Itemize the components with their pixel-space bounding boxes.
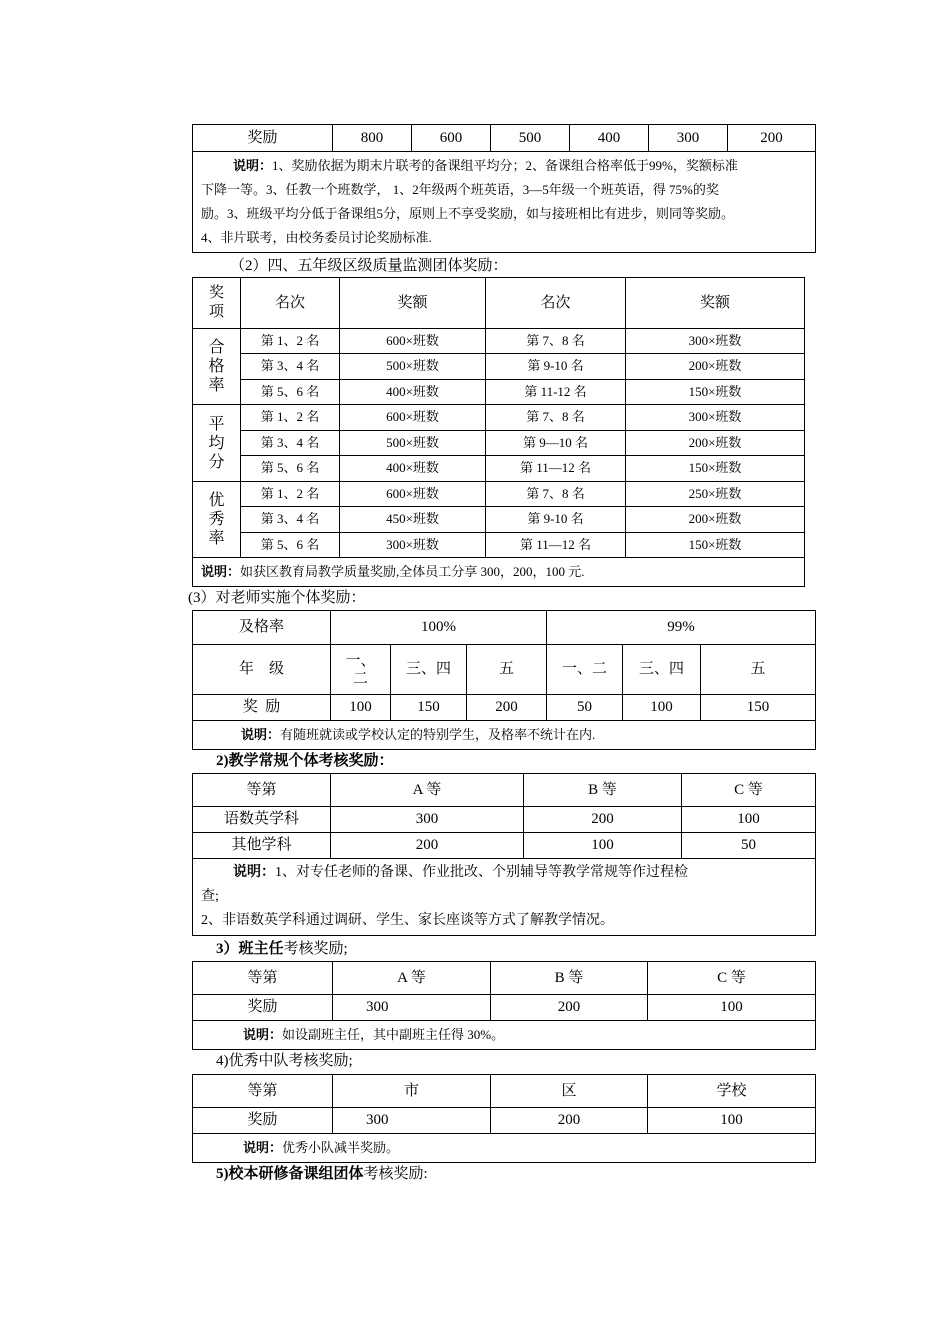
head-cell: A 等 <box>331 774 524 807</box>
teaching-routine-table <box>192 773 816 936</box>
table1-value: 600 <box>412 125 491 152</box>
section3-note <box>193 721 816 750</box>
award-cell: 100 <box>331 695 391 721</box>
note-text: 优秀小队减半奖励。 <box>282 1140 400 1155</box>
cell: 100 <box>648 1108 816 1134</box>
class-teacher-table <box>192 961 816 1050</box>
header-award-item: 奖项 <box>193 278 241 329</box>
cell: 50 <box>682 833 816 859</box>
table1-note <box>193 152 816 253</box>
header-rank: 名次 <box>486 278 626 329</box>
cell: 600×班数 <box>340 329 486 354</box>
cell: 200 <box>524 807 682 833</box>
pass-rate-label: 及格率 <box>193 611 331 645</box>
note-text: 如获区教育局教学质量奖励,全体员工分享 300，200，100 元. <box>240 564 585 579</box>
cell: 第 1、2 名 <box>241 405 340 431</box>
grade-label: 年 级 <box>193 645 331 695</box>
note-text: 如设副班主任，其中副班主任得 30%。 <box>282 1027 505 1042</box>
note-text: 4、非片联考，由校务委员讨论奖励标准. <box>201 230 432 245</box>
section4-caption: 2)教学常规个体考核奖励： <box>216 753 394 769</box>
head-cell: C 等 <box>648 962 816 995</box>
award-cell: 150 <box>391 695 467 721</box>
cell: 第 5、6 名 <box>241 456 340 482</box>
header-rank: 名次 <box>241 278 340 329</box>
section5-note <box>193 1021 816 1050</box>
note-label: 说明： <box>233 158 273 173</box>
section7-caption <box>216 1165 428 1183</box>
cell: 第 1、2 名 <box>241 329 340 354</box>
cell: 第 7、8 名 <box>486 482 626 507</box>
cell: 300×班数 <box>626 405 805 431</box>
cell: 500×班数 <box>340 431 486 456</box>
cell: 200×班数 <box>626 507 805 533</box>
cell: 200 <box>331 833 524 859</box>
section4-note <box>193 859 816 936</box>
head-cell: 等第 <box>193 962 333 995</box>
note-text: 2、非语数英学科通过调研、学生、家长座谈等方式了解教学情况。 <box>201 913 614 928</box>
individual-reward-table <box>192 610 816 750</box>
cell: 第 9-10 名 <box>486 354 626 380</box>
cell: 100 <box>682 807 816 833</box>
note-text: 下降一等。3、任教一个班数学， 1、2年级两个班英语，3—5年级一个班英语，得 75%的奖 <box>201 182 719 197</box>
cell: 150×班数 <box>626 380 805 405</box>
cell: 300 <box>333 995 491 1021</box>
caption-rest: 考核奖励: <box>363 1166 428 1182</box>
head-cell: B 等 <box>524 774 682 807</box>
group-label: 优秀率 <box>193 482 241 558</box>
cell: 第 11-12 名 <box>486 380 626 405</box>
group-label: 合格率 <box>193 329 241 405</box>
head-cell: 区 <box>491 1075 648 1108</box>
note-text: 1、奖励依据为期末片联考的备课组平均分；2、备课组合格率低于99%，奖额标准 <box>272 158 738 173</box>
group-label: 平均分 <box>193 405 241 482</box>
cell: 奖励 <box>193 995 333 1021</box>
table1-value: 500 <box>491 125 570 152</box>
note-label: 说明： <box>241 727 281 742</box>
header-amount: 奖额 <box>340 278 486 329</box>
head-cell: 等第 <box>193 774 331 807</box>
cell: 第 3、4 名 <box>241 354 340 380</box>
award-cell: 150 <box>701 695 816 721</box>
grade-cell: 一、二 <box>547 645 623 695</box>
cell: 100 <box>648 995 816 1021</box>
caption-bold: 3）班主任 <box>216 941 284 957</box>
head-cell: 市 <box>333 1075 491 1108</box>
head-cell: 等第 <box>193 1075 333 1108</box>
section2-note <box>193 558 805 587</box>
cell: 450×班数 <box>340 507 486 533</box>
table1-value: 300 <box>649 125 728 152</box>
table1-value: 400 <box>570 125 649 152</box>
note-label: 说明： <box>201 564 241 579</box>
table1-value: 200 <box>728 125 816 152</box>
cell: 第 9-10 名 <box>486 507 626 533</box>
cell: 300×班数 <box>626 329 805 354</box>
excellent-squadron-table <box>192 1074 816 1163</box>
section6-caption: 4)优秀中队考核奖励; <box>216 1053 353 1069</box>
cell: 第 7、8 名 <box>486 405 626 431</box>
caption-rest: 考核奖励; <box>283 941 348 957</box>
cell: 600×班数 <box>340 482 486 507</box>
section3-caption: (3）对老师实施个体奖励： <box>188 590 366 606</box>
cell: 400×班数 <box>340 456 486 482</box>
rate-100: 100% <box>331 611 547 645</box>
cell: 200×班数 <box>626 431 805 456</box>
cell: 300×班数 <box>340 533 486 558</box>
cell: 150×班数 <box>626 533 805 558</box>
section6-note <box>193 1134 816 1163</box>
cell: 第 5、6 名 <box>241 533 340 558</box>
cell: 300 <box>331 807 524 833</box>
section2-caption: （2）四、五年级区级质量监测团体奖励： <box>230 258 508 274</box>
header-amount: 奖额 <box>626 278 805 329</box>
grade-cell: 一、二 <box>331 645 391 695</box>
head-cell: 学校 <box>648 1075 816 1108</box>
note-text: 1、对专任老师的备课、作业批改、个别辅导等教学常规等作过程检 <box>275 865 688 880</box>
head-cell: B 等 <box>491 962 648 995</box>
cell: 奖励 <box>193 1108 333 1134</box>
section5-caption <box>216 940 348 958</box>
cell: 250×班数 <box>626 482 805 507</box>
cell: 第 1、2 名 <box>241 482 340 507</box>
cell: 100 <box>524 833 682 859</box>
note-text: 有随班就读或学校认定的特别学生，及格率不统计在内. <box>280 727 596 742</box>
cell: 第 9—10 名 <box>486 431 626 456</box>
cell: 150×班数 <box>626 456 805 482</box>
head-cell: A 等 <box>333 962 491 995</box>
cell: 200×班数 <box>626 354 805 380</box>
cell: 200 <box>491 1108 648 1134</box>
grade-cell: 三、四 <box>391 645 467 695</box>
reward-table-1 <box>192 124 816 253</box>
award-label: 奖 励 <box>193 695 331 721</box>
cell: 第 3、4 名 <box>241 507 340 533</box>
cell: 第 11—12 名 <box>486 533 626 558</box>
cell: 第 7、8 名 <box>486 329 626 354</box>
district-quality-table <box>192 277 805 587</box>
cell: 第 11—12 名 <box>486 456 626 482</box>
cell: 500×班数 <box>340 354 486 380</box>
award-cell: 50 <box>547 695 623 721</box>
caption-bold: 5)校本研修备课组团体 <box>216 1166 364 1182</box>
award-cell: 200 <box>467 695 547 721</box>
cell: 600×班数 <box>340 405 486 431</box>
note-label: 说明： <box>233 865 275 880</box>
cell: 200 <box>491 995 648 1021</box>
cell: 400×班数 <box>340 380 486 405</box>
note-text: 励。3、班级平均分低于备课组5分，原则上不享受奖励，如与接班相比有进步，则同等奖励。 <box>201 206 735 221</box>
table1-value: 800 <box>333 125 412 152</box>
cell: 300 <box>333 1108 491 1134</box>
cell: 其他学科 <box>193 833 331 859</box>
award-cell: 100 <box>623 695 701 721</box>
note-label: 说明： <box>243 1027 283 1042</box>
rate-99: 99% <box>547 611 816 645</box>
grade-cell: 三、四 <box>623 645 701 695</box>
grade-cell: 五 <box>701 645 816 695</box>
table1-label: 奖励 <box>193 125 333 152</box>
head-cell: C 等 <box>682 774 816 807</box>
cell: 第 3、4 名 <box>241 431 340 456</box>
grade-cell: 五 <box>467 645 547 695</box>
note-text: 查; <box>201 889 219 904</box>
note-label: 说明： <box>243 1140 283 1155</box>
cell: 第 5、6 名 <box>241 380 340 405</box>
cell: 语数英学科 <box>193 807 331 833</box>
